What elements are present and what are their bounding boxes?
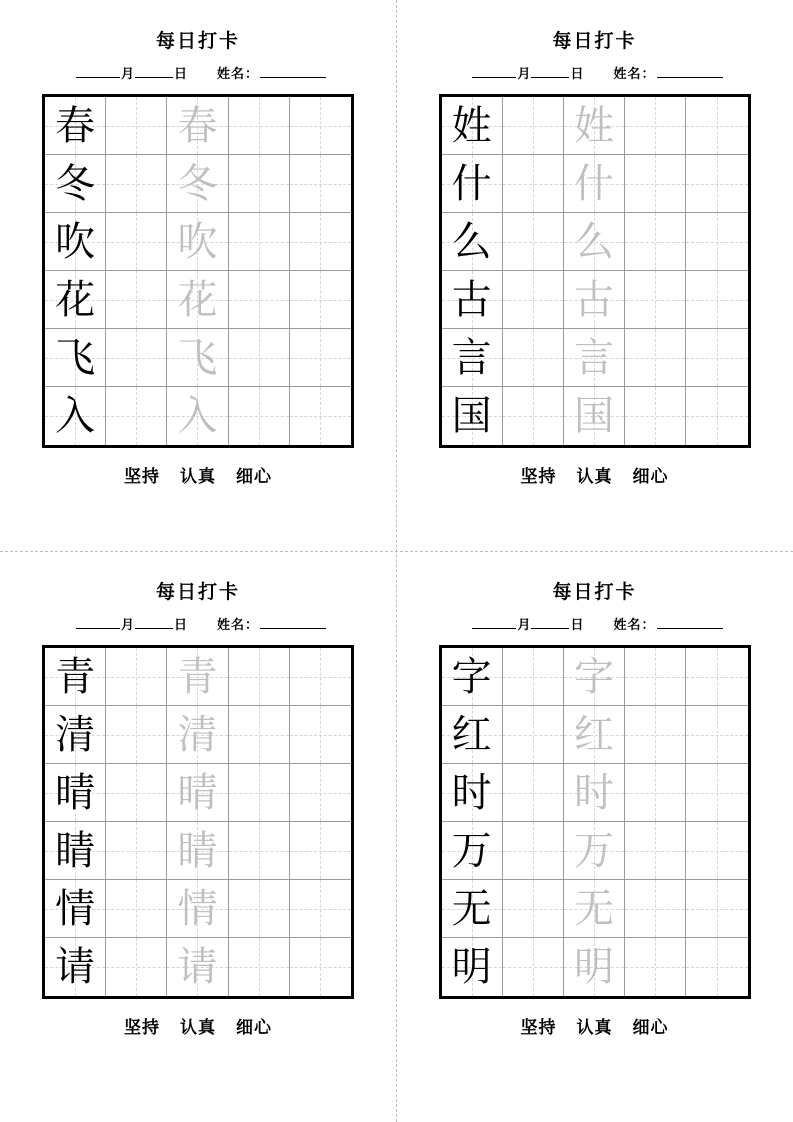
practice-cell[interactable]: [442, 213, 503, 271]
card-footer: [0, 462, 396, 487]
trace-character: 春: [177, 102, 218, 148]
practice-cell[interactable]: [45, 155, 106, 213]
practice-cell[interactable]: [503, 880, 564, 938]
practice-cell[interactable]: [106, 329, 167, 387]
day-label: 日: [570, 617, 584, 632]
model-character: 万: [451, 827, 492, 873]
trace-character: 入: [177, 393, 218, 438]
practice-row: [45, 387, 351, 445]
trace-character: 什: [573, 160, 614, 206]
practice-row: [45, 271, 351, 329]
model-character: 春: [55, 102, 96, 148]
practice-cell[interactable]: [564, 155, 625, 213]
model-character: 晴: [55, 769, 96, 815]
practice-cell[interactable]: [625, 706, 686, 764]
practice-cell[interactable]: [625, 213, 686, 271]
model-character: 国: [451, 393, 492, 438]
trace-character: 么: [573, 218, 614, 264]
footer-motto: 坚持: [520, 467, 557, 486]
model-character: 飞: [55, 334, 96, 380]
name-label: 姓名：: [613, 66, 656, 81]
practice-row: [442, 271, 748, 329]
practice-cell[interactable]: [106, 938, 167, 996]
practice-cell[interactable]: [229, 648, 290, 706]
practice-cell[interactable]: [290, 155, 351, 213]
practice-row: [45, 706, 351, 764]
card-title: 每日打卡: [155, 31, 240, 52]
practice-cell[interactable]: [290, 97, 351, 155]
practice-cell[interactable]: [229, 764, 290, 822]
practice-cell[interactable]: [503, 387, 564, 445]
practice-cell[interactable]: [564, 764, 625, 822]
practice-cell[interactable]: [503, 822, 564, 880]
practice-cell[interactable]: [564, 213, 625, 271]
practice-cell[interactable]: [45, 648, 106, 706]
trace-character: 古: [573, 276, 614, 322]
practice-cell[interactable]: [45, 97, 106, 155]
practice-grid: [42, 645, 354, 999]
name-label: 姓名：: [217, 617, 260, 632]
practice-cell[interactable]: [45, 822, 106, 880]
practice-cell[interactable]: [686, 706, 747, 764]
practice-row: [442, 706, 748, 764]
practice-cell[interactable]: [686, 155, 747, 213]
practice-cell[interactable]: [564, 938, 625, 996]
practice-cell[interactable]: [229, 938, 290, 996]
practice-cell[interactable]: [625, 329, 686, 387]
practice-row: [442, 880, 748, 938]
day-blank-field[interactable]: [135, 66, 173, 78]
month-blank-field[interactable]: [472, 66, 516, 78]
trace-character: 睛: [177, 827, 218, 873]
footer-motto: 认真: [180, 467, 216, 486]
footer-motto: 细心: [236, 1018, 272, 1037]
model-character: 花: [55, 276, 96, 322]
practice-row: [442, 155, 748, 213]
practice-cell[interactable]: [290, 387, 351, 445]
model-character: 言: [451, 334, 492, 380]
practice-cell[interactable]: [106, 822, 167, 880]
day-blank-field[interactable]: [531, 617, 569, 629]
practice-cell[interactable]: [167, 155, 228, 213]
card-bottom-left: [0, 551, 396, 1122]
trace-character: 情: [177, 885, 218, 931]
practice-cell[interactable]: [229, 880, 290, 938]
model-character: 睛: [55, 827, 96, 873]
practice-cell[interactable]: [442, 880, 503, 938]
practice-grid: [42, 94, 354, 448]
practice-cell[interactable]: [686, 764, 747, 822]
practice-cell[interactable]: [686, 387, 747, 445]
card-footer: [396, 1013, 793, 1038]
practice-cell[interactable]: [442, 155, 503, 213]
practice-cell[interactable]: [686, 97, 747, 155]
footer-motto: 认真: [576, 467, 613, 486]
model-character: 明: [451, 944, 492, 989]
practice-cell[interactable]: [45, 213, 106, 271]
practice-cell[interactable]: [442, 97, 503, 155]
practice-cell[interactable]: [229, 329, 290, 387]
practice-cell[interactable]: [442, 329, 503, 387]
practice-cell[interactable]: [106, 97, 167, 155]
practice-cell[interactable]: [442, 938, 503, 996]
practice-cell[interactable]: [625, 822, 686, 880]
practice-row: [45, 213, 351, 271]
practice-cell[interactable]: [503, 764, 564, 822]
trace-character: 清: [177, 711, 218, 757]
practice-cell[interactable]: [290, 706, 351, 764]
practice-cell[interactable]: [686, 271, 747, 329]
trace-character: 晴: [177, 769, 218, 815]
practice-cell[interactable]: [564, 648, 625, 706]
trace-character: 花: [177, 276, 218, 322]
footer-motto: 坚持: [520, 1018, 557, 1037]
practice-cell[interactable]: [442, 387, 503, 445]
practice-cell[interactable]: [45, 387, 106, 445]
trace-character: 青: [177, 653, 218, 699]
practice-cell[interactable]: [290, 271, 351, 329]
practice-cell[interactable]: [442, 764, 503, 822]
practice-row: [442, 329, 748, 387]
month-blank-field[interactable]: [472, 617, 516, 629]
practice-cell[interactable]: [625, 938, 686, 996]
practice-cell[interactable]: [167, 706, 228, 764]
practice-row: [442, 213, 748, 271]
practice-cell[interactable]: [564, 706, 625, 764]
practice-row: [45, 822, 351, 880]
practice-cell[interactable]: [45, 329, 106, 387]
footer-motto: 细心: [632, 467, 669, 486]
practice-cell[interactable]: [106, 648, 167, 706]
month-label: 月: [120, 617, 134, 632]
practice-cell[interactable]: [106, 706, 167, 764]
card-footer: [0, 1013, 396, 1038]
practice-row: [442, 822, 748, 880]
practice-row: [45, 155, 351, 213]
card-meta-row: [396, 614, 793, 633]
practice-cell[interactable]: [503, 938, 564, 996]
practice-cell[interactable]: [564, 97, 625, 155]
practice-cell[interactable]: [45, 764, 106, 822]
practice-cell[interactable]: [686, 213, 747, 271]
card-meta-row: [0, 614, 396, 633]
practice-row: [442, 97, 748, 155]
practice-row: [45, 648, 351, 706]
card-meta-row: [0, 63, 396, 82]
practice-row: [442, 387, 748, 445]
practice-cell[interactable]: [564, 271, 625, 329]
practice-cell[interactable]: [686, 329, 747, 387]
trace-character: 言: [573, 334, 614, 380]
trace-character: 国: [573, 393, 614, 438]
practice-row: [442, 764, 748, 822]
practice-cell[interactable]: [167, 764, 228, 822]
trace-character: 无: [573, 885, 614, 931]
practice-cell[interactable]: [503, 706, 564, 764]
month-label: 月: [120, 66, 134, 81]
practice-row: [45, 764, 351, 822]
model-character: 无: [451, 885, 492, 931]
name-label: 姓名：: [613, 617, 656, 632]
practice-cell[interactable]: [167, 271, 228, 329]
practice-cell[interactable]: [442, 706, 503, 764]
practice-cell[interactable]: [442, 648, 503, 706]
practice-cell[interactable]: [503, 155, 564, 213]
practice-row: [45, 97, 351, 155]
practice-cell[interactable]: [442, 822, 503, 880]
card-footer: [396, 462, 793, 487]
day-label: 日: [570, 66, 584, 81]
card-top-left: [0, 0, 396, 551]
footer-motto: 认真: [180, 1018, 216, 1037]
practice-cell[interactable]: [686, 822, 747, 880]
day-label: 日: [173, 66, 187, 81]
practice-cell[interactable]: [229, 213, 290, 271]
practice-row: [442, 938, 748, 996]
practice-cell[interactable]: [106, 213, 167, 271]
trace-character: 明: [573, 944, 614, 989]
model-character: 红: [451, 711, 492, 757]
card-meta-row: [396, 63, 793, 82]
practice-cell[interactable]: [290, 213, 351, 271]
practice-cell[interactable]: [229, 822, 290, 880]
card-title: 每日打卡: [552, 582, 637, 603]
practice-cell[interactable]: [625, 648, 686, 706]
footer-motto: 坚持: [124, 467, 160, 486]
model-character: 冬: [55, 160, 96, 206]
model-character: 姓: [451, 102, 492, 148]
practice-row: [45, 938, 351, 996]
practice-cell[interactable]: [167, 213, 228, 271]
name-blank-field[interactable]: [657, 66, 723, 78]
practice-cell[interactable]: [167, 648, 228, 706]
model-character: 吹: [55, 218, 96, 264]
day-blank-field[interactable]: [531, 66, 569, 78]
practice-cell[interactable]: [229, 706, 290, 764]
practice-cell[interactable]: [503, 213, 564, 271]
practice-grid: [439, 94, 751, 448]
trace-character: 字: [573, 653, 614, 699]
practice-grid: [439, 645, 751, 999]
trace-character: 姓: [573, 102, 614, 148]
practice-cell[interactable]: [564, 880, 625, 938]
practice-cell[interactable]: [503, 648, 564, 706]
practice-cell[interactable]: [106, 155, 167, 213]
model-character: 青: [55, 653, 96, 699]
practice-cell[interactable]: [167, 387, 228, 445]
name-blank-field[interactable]: [260, 617, 326, 629]
day-label: 日: [173, 617, 187, 632]
practice-cell[interactable]: [290, 764, 351, 822]
practice-cell[interactable]: [686, 938, 747, 996]
practice-cell[interactable]: [106, 271, 167, 329]
trace-character: 时: [573, 769, 614, 815]
practice-cell[interactable]: [167, 822, 228, 880]
practice-cell[interactable]: [564, 329, 625, 387]
practice-cell[interactable]: [290, 822, 351, 880]
card-top-right: [396, 0, 793, 551]
practice-row: [45, 880, 351, 938]
model-character: 时: [451, 769, 492, 815]
trace-character: 吹: [177, 218, 218, 264]
practice-cell[interactable]: [625, 764, 686, 822]
model-character: 古: [451, 276, 492, 322]
model-character: 请: [55, 944, 96, 989]
practice-row: [442, 648, 748, 706]
model-character: 什: [451, 160, 492, 206]
practice-cell[interactable]: [564, 822, 625, 880]
practice-cell[interactable]: [45, 880, 106, 938]
month-label: 月: [517, 617, 531, 632]
practice-cell[interactable]: [564, 387, 625, 445]
name-label: 姓名：: [217, 66, 260, 81]
practice-cell[interactable]: [290, 938, 351, 996]
practice-cell[interactable]: [167, 938, 228, 996]
practice-cell[interactable]: [45, 271, 106, 329]
model-character: 情: [55, 885, 96, 931]
practice-cell[interactable]: [45, 938, 106, 996]
practice-cell[interactable]: [106, 764, 167, 822]
trace-character: 冬: [177, 160, 218, 206]
model-character: 清: [55, 711, 96, 757]
practice-cell[interactable]: [625, 155, 686, 213]
practice-cell[interactable]: [229, 387, 290, 445]
practice-cell[interactable]: [290, 648, 351, 706]
footer-motto: 认真: [576, 1018, 613, 1037]
model-character: 么: [451, 218, 492, 264]
practice-cell[interactable]: [167, 329, 228, 387]
practice-cell[interactable]: [167, 880, 228, 938]
practice-cell[interactable]: [503, 97, 564, 155]
practice-cell[interactable]: [290, 329, 351, 387]
model-character: 入: [55, 393, 96, 438]
practice-cell[interactable]: [686, 880, 747, 938]
trace-character: 红: [573, 711, 614, 757]
practice-cell[interactable]: [686, 648, 747, 706]
footer-motto: 细心: [236, 467, 272, 486]
month-label: 月: [517, 66, 531, 81]
practice-row: [45, 329, 351, 387]
trace-character: 万: [573, 827, 614, 873]
month-blank-field[interactable]: [76, 617, 120, 629]
practice-cell[interactable]: [229, 97, 290, 155]
trace-character: 请: [177, 944, 218, 989]
footer-motto: 坚持: [124, 1018, 160, 1037]
practice-cell[interactable]: [106, 387, 167, 445]
practice-cell[interactable]: [503, 271, 564, 329]
name-blank-field[interactable]: [657, 617, 723, 629]
practice-cell[interactable]: [442, 271, 503, 329]
card-title: 每日打卡: [552, 31, 637, 52]
card-title: 每日打卡: [155, 582, 240, 603]
practice-cell[interactable]: [45, 706, 106, 764]
card-bottom-right: [396, 551, 793, 1122]
practice-cell[interactable]: [503, 329, 564, 387]
practice-cell[interactable]: [625, 387, 686, 445]
trace-character: 飞: [177, 334, 218, 380]
practice-cell[interactable]: [229, 155, 290, 213]
practice-cell[interactable]: [625, 97, 686, 155]
practice-cell[interactable]: [167, 97, 228, 155]
practice-cell[interactable]: [625, 271, 686, 329]
name-blank-field[interactable]: [260, 66, 326, 78]
model-character: 字: [451, 653, 492, 699]
practice-cell[interactable]: [625, 880, 686, 938]
month-blank-field[interactable]: [76, 66, 120, 78]
practice-cell[interactable]: [229, 271, 290, 329]
day-blank-field[interactable]: [135, 617, 173, 629]
footer-motto: 细心: [632, 1018, 669, 1037]
practice-cell[interactable]: [290, 880, 351, 938]
practice-cell[interactable]: [106, 880, 167, 938]
